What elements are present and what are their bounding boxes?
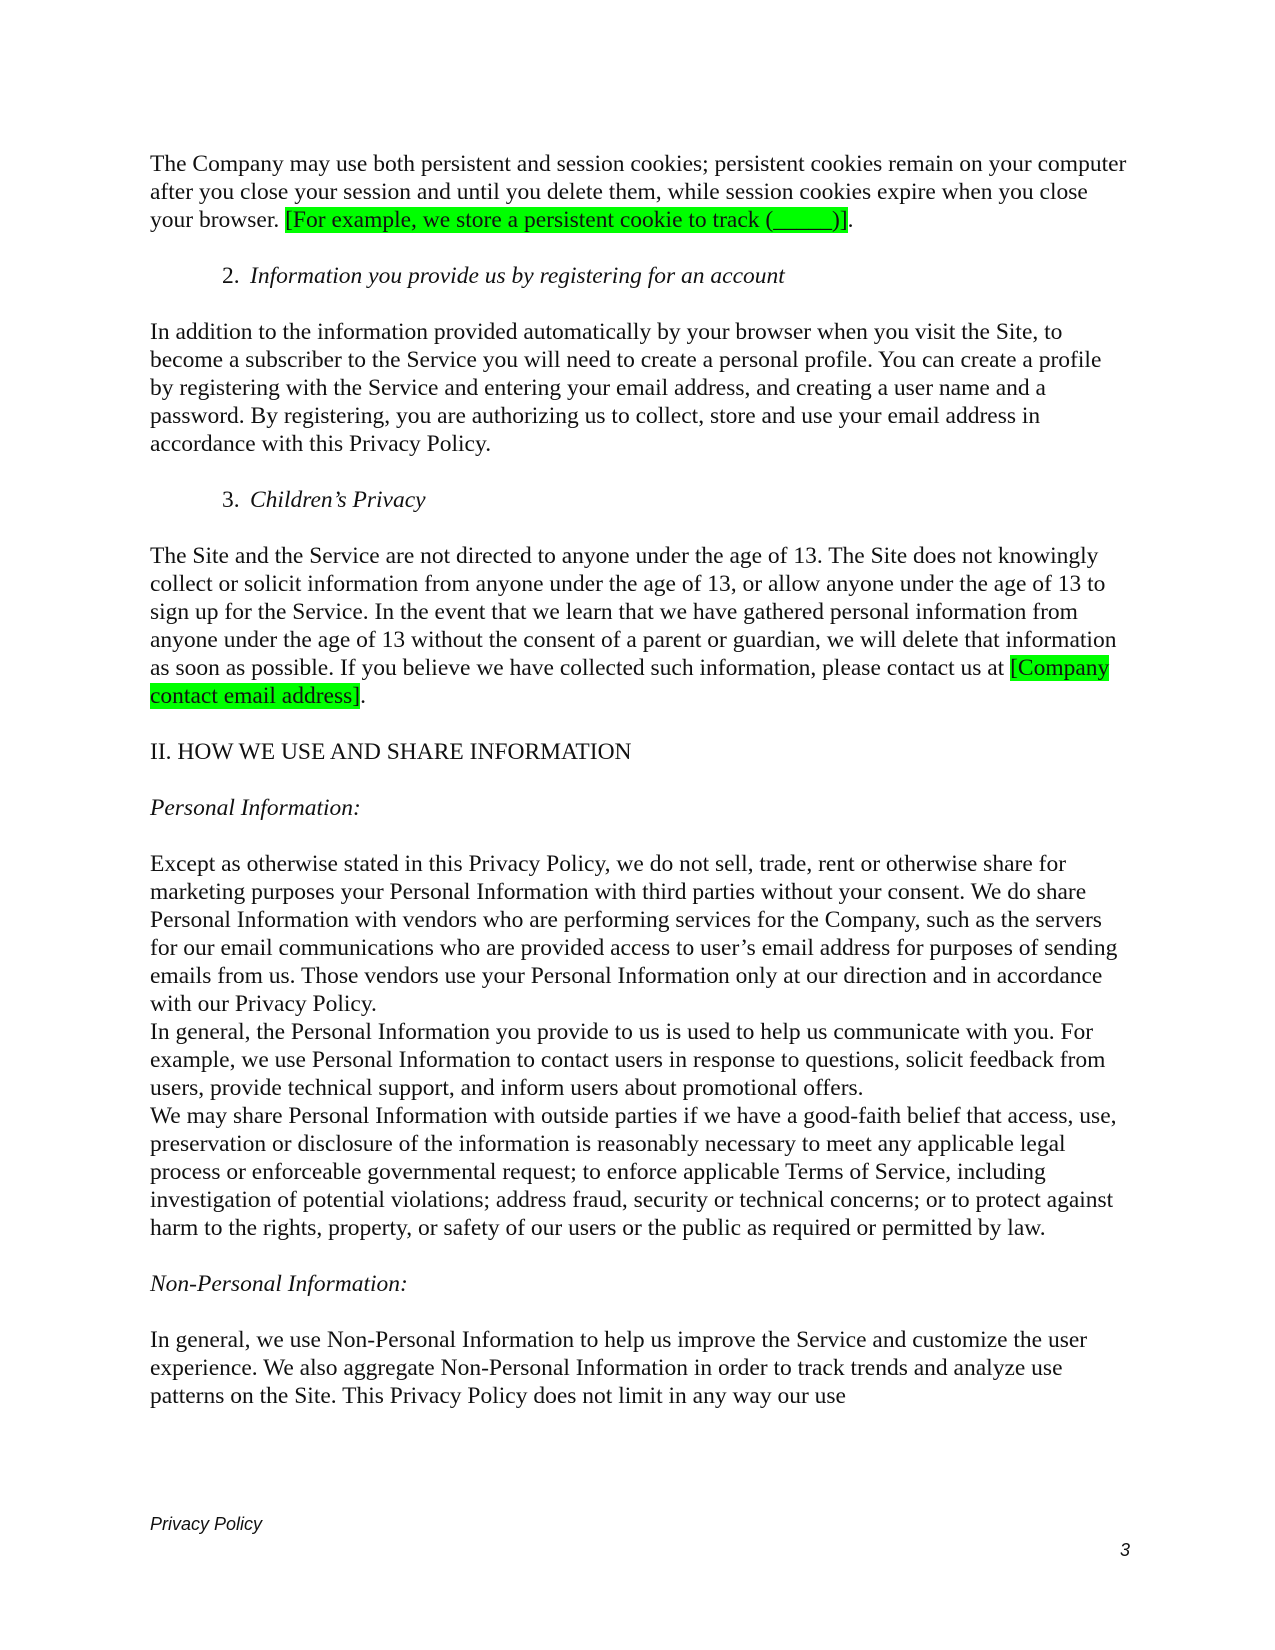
placeholder-highlight-cookie: [For example, we store a persistent cookie to track (_____)] — [285, 207, 848, 233]
footer-document-title: Privacy Policy — [150, 1514, 263, 1534]
section-2-heading: 2. Information you provide us by registering for an account — [222, 263, 785, 289]
non-personal-paragraph: In general, we use Non-Personal Information to help us improve the Service and customize the user experience. We also aggregate Non-Personal Information in order to track trends and analyze use patterns on the Site. This Privacy Policy does not limit in any way our use — [150, 1327, 1088, 1409]
placeholder-highlight-email: [Company contact email address] — [150, 655, 1110, 709]
document-body — [150, 150, 1130, 1410]
personal-information-label: Personal Information: — [150, 795, 361, 821]
footer-page-number: 3 — [1119, 1540, 1130, 1560]
personal-paragraph-3: We may share Personal Information with outside parties if we have a good-faith belief that access, use, preservation or disclosure of the information is reasonably necessary to meet any applicable legal process or enforceable governmental request; to enforce applicable Terms of Service, including investigation of potential violations; address fraud, security or technical concerns; or to protect against harm to the rights, property, or safety of our users or the public as required or permitted by law. — [150, 1103, 1117, 1241]
non-personal-information-label: Non-Personal Information: — [150, 1271, 408, 1297]
children-paragraph: The Site and the Service are not directed to anyone under the age of 13. The Site does not knowingly collect or solicit information from anyone under the age of 13, or allow anyone under the age of 13 to sign up for the Service. In the event that we learn that we have gathered personal information from anyone under the age of 13 without the consent of a parent or guardian, we will delete that information as soon as possible. If you believe we have collected such information, please contact us at [Company contact email address]. — [150, 543, 1117, 709]
personal-paragraph-2: In general, the Personal Information you provide to us is used to help us communicate with you. For example, we use Personal Information to contact users in response to questions, solicit feedback from users, provide technical support, and inform users about promotional offers. — [150, 1019, 1106, 1101]
section-heading-use-share: II. HOW WE USE AND SHARE INFORMATION — [150, 739, 632, 765]
register-paragraph: In addition to the information provided automatically by your browser when you visit the Site, to become a subscriber to the Service you will need to create a personal profile. You can create a profile by registering with the Service and entering your email address, and creating a user name and a password. By registering, you are authorizing us to collect, store and use your email address in accordance with this Privacy Policy. — [150, 319, 1102, 457]
personal-paragraph-1: Except as otherwise stated in this Privacy Policy, we do not sell, trade, rent or otherwise share for marketing purposes your Personal Information with third parties without your consent. We do share Personal Information with vendors who are performing services for the Company, such as the servers for our email communications who are provided access to user’s email address for purposes of sending emails from us. Those vendors use your Personal Information only at our direction and in accordance with our Privacy Policy. — [150, 851, 1118, 1017]
section-3-heading: 3. Children’s Privacy — [222, 487, 426, 513]
cookies-paragraph: The Company may use both persistent and session cookies; persistent cookies remain on your computer after you close your session and until you delete them, while session cookies expire when you close your browser. [For example, we store a persistent cookie to track (_____)]. — [150, 151, 1127, 233]
